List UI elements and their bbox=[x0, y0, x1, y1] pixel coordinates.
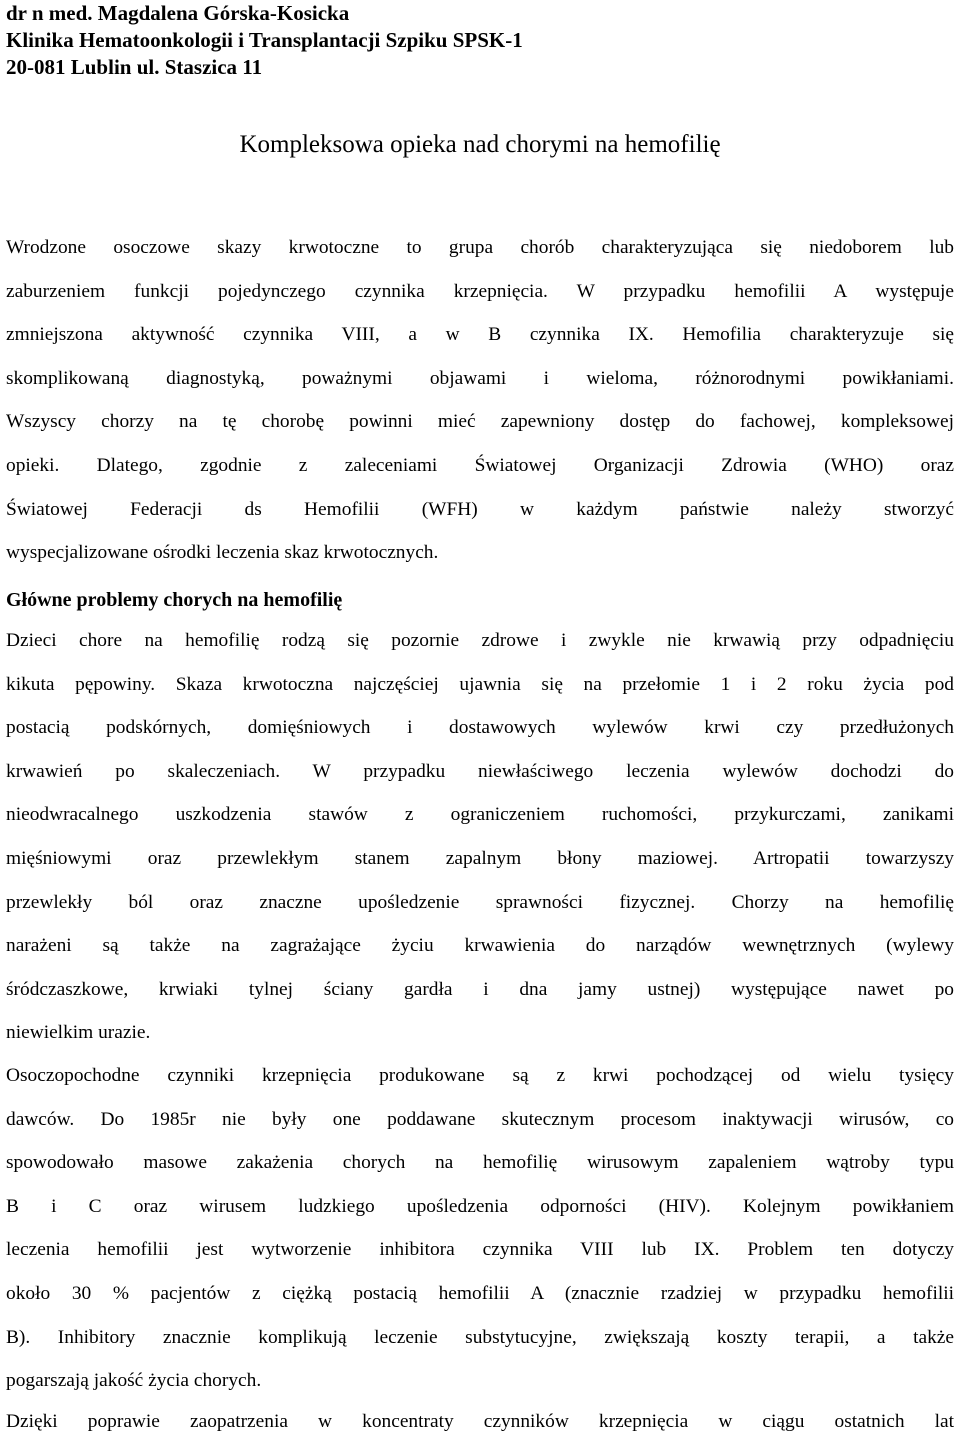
paragraph-3 bbox=[6, 1054, 954, 1403]
text-line: zmniejszona aktywność czynnika VIII, a w B czynnika IX. Hemofilia charakteryzuje się bbox=[6, 324, 954, 346]
text-line: B i C oraz wirusem ludzkiego upośledzenia odporności (HIV). Kolejnym powikłaniem bbox=[6, 1195, 954, 1217]
text-line: śródczaszkowe, krwiaki tylnej ściany gardła i dna jamy ustnej) występujące nawet po bbox=[6, 978, 954, 1000]
text-line: dawców. Do 1985r nie były one poddawane skutecznym procesom inaktywacji wirusów, co bbox=[6, 1108, 954, 1130]
text-line: opieki. Dlatego, zgodnie z zaleceniami Światowej Organizacji Zdrowia (WHO) oraz bbox=[6, 454, 954, 476]
text-line: skomplikowaną diagnostyką, poważnymi objawami i wieloma, różnorodnymi powikłaniami. bbox=[6, 367, 954, 389]
text-line: Dzięki poprawie zaopatrzenia w koncentraty czynników krzepnięcia w ciągu ostatnich lat bbox=[6, 1411, 954, 1432]
text-line: mięśniowymi oraz przewlekłym stanem zapalnym błony maziowej. Artropatii towarzyszy bbox=[6, 847, 954, 869]
text-line: Wszyscy chorzy na tę chorobę powinni mieć zapewniony dostęp do fachowej, kompleksowej bbox=[6, 411, 954, 433]
text-line: postacią podskórnych, domięśniowych i dostawowych wylewów krwi czy przedłużonych bbox=[6, 717, 954, 739]
text-line: narażeni są także na zagrażające życiu krwawienia do narządów wewnętrznych (wylewy bbox=[6, 935, 954, 957]
text-line: pogarszają jakość życia chorych. bbox=[6, 1370, 262, 1392]
text-line: przewlekły ból oraz znaczne upośledzenie sprawności fizycznej. Chorzy na hemofilię bbox=[6, 891, 954, 913]
text-line: leczenia hemofilii jest wytworzenie inhibitora czynnika VIII lub IX. Problem ten dotyczy bbox=[6, 1239, 954, 1261]
text-line: Osoczopochodne czynniki krzepnięcia produkowane są z krwi pochodzącej od wielu tysięcy bbox=[6, 1065, 954, 1086]
paragraph-1 bbox=[6, 226, 954, 575]
text-line: Światowej Federacji ds Hemofilii (WFH) w każdym państwie należy stworzyć bbox=[6, 498, 954, 520]
text-line: spowodowało masowe zakażenia chorych na hemofilię wirusowym zapaleniem wątroby typu bbox=[6, 1152, 954, 1174]
author-address: 20-081 Lublin ul. Staszica 11 bbox=[6, 55, 263, 79]
text-line: niewielkim urazie. bbox=[6, 1022, 151, 1044]
text-line: nieodwracalnego uszkodzenia stawów z ograniczeniem ruchomości, przykurczami, zanikami bbox=[6, 804, 954, 826]
section-heading: Główne problemy chorych na hemofilię bbox=[6, 589, 343, 611]
paragraph-2 bbox=[6, 619, 954, 1055]
text-line: Dzieci chore na hemofilię rodzą się pozornie zdrowe i zwykle nie krwawią przy odpadnięciu bbox=[6, 630, 954, 651]
paragraph-4 bbox=[6, 1400, 954, 1444]
document-title: Kompleksowa opieka nad chorymi na hemofilię bbox=[239, 131, 721, 158]
author-affiliation: Klinika Hematoonkologii i Transplantacji Szpiku SPSK-1 bbox=[6, 28, 523, 52]
text-line: zaburzeniem funkcji pojedynczego czynnika krzepnięcia. W przypadku hemofilii A występuje bbox=[6, 280, 954, 302]
author-header bbox=[6, 0, 523, 81]
text-line: krwawień po skaleczeniach. W przypadku niewłaściwego leczenia wylewów dochodzi do bbox=[6, 760, 954, 782]
text-line: kikuta pępowiny. Skaza krwotoczna najczęściej ujawnia się na przełomie 1 i 2 roku życia pod bbox=[6, 673, 954, 695]
text-line: około 30 % pacjentów z ciężką postacią hemofilii A (znacznie rzadziej w przypadku hemofilii bbox=[6, 1282, 954, 1304]
author-name: dr n med. Magdalena Górska-Kosicka bbox=[6, 1, 350, 25]
text-line: wyspecjalizowane ośrodki leczenia skaz krwotocznych. bbox=[6, 542, 439, 564]
text-line: Wrodzone osoczowe skazy krwotoczne to grupa chorób charakteryzująca się niedoborem lub bbox=[6, 237, 954, 258]
text-line: B). Inhibitory znacznie komplikują leczenie substytucyjne, zwiększają koszty terapii, a także bbox=[6, 1326, 954, 1348]
